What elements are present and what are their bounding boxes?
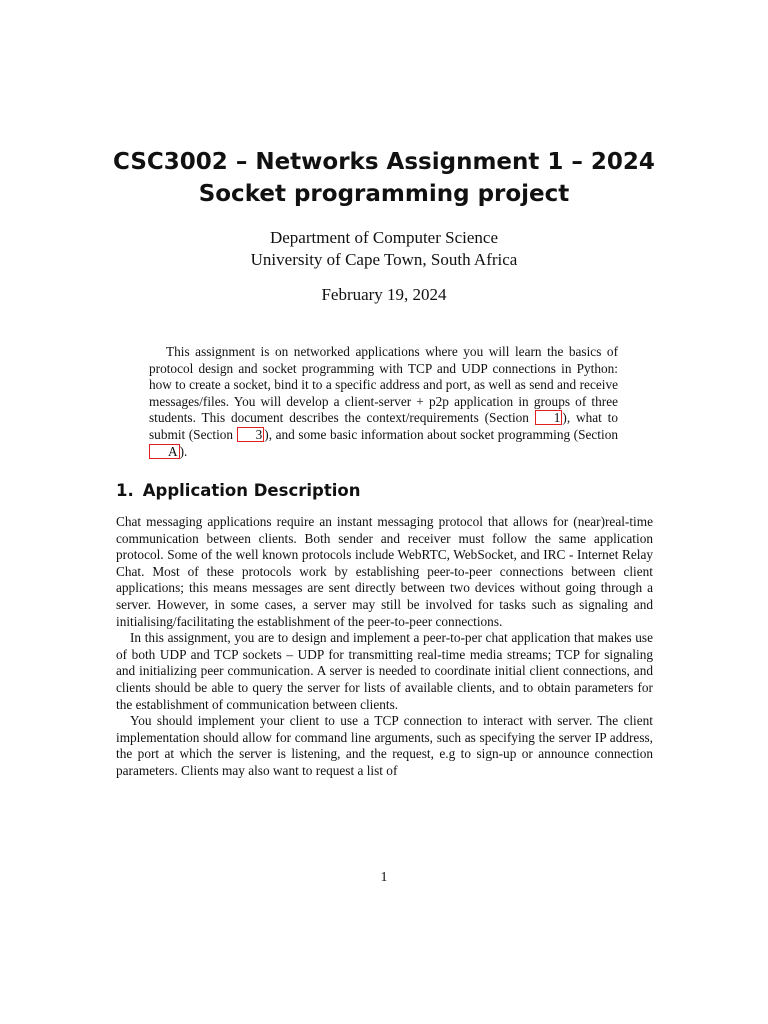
appendix-ref-link[interactable]: A <box>149 444 180 459</box>
body-paragraph: In this assignment, you are to design and implement a peer-to-per chat application that makes use of both UDP and TCP sockets – UDP for transmitting real-time media streams; TCP for signaling and initializing peer communication. A server is needed to coordinate initial client connections, and clients should be able to query the server for lists of available clients, and to obtain parameters for the establishment of communication between clients. <box>116 630 653 712</box>
document-title-line-2: Socket programming project <box>198 181 570 207</box>
page-number: 1 <box>380 870 388 885</box>
section-body <box>116 514 653 780</box>
section-ref-link[interactable]: 3 <box>237 427 265 442</box>
section-ref-link[interactable]: 1 <box>535 410 563 425</box>
abstract-text: ), what to submit (Section <box>149 410 619 442</box>
abstract-text: This assignment is on networked applications where you will learn the basics of protocol design and socket programming with TCP and UDP connections in Python: how to create a socket, bind it to a specific address and port, as well as send and receive messages/files. You will develop a client-server + p2p application in groups of three students. This document describes the context/requirements (Section <box>149 344 618 426</box>
body-paragraph: You should implement your client to use a TCP connection to interact with server. The client implementation should allow for command line arguments, such as specifying the server IP address, the port at which the server is listening, and the request, e.g to sign-up or announce connection parameters. Clients may also want to request a list of <box>116 713 653 778</box>
abstract-text: ), and some basic information about socket programming (Section <box>264 426 618 442</box>
document-date: February 19, 2024 <box>321 285 447 304</box>
abstract <box>149 344 618 460</box>
abstract-text: ). <box>179 443 188 459</box>
document-title-line-1: CSC3002 – Networks Assignment 1 – 2024 <box>113 149 655 175</box>
section-number: 1. <box>116 481 134 500</box>
section-title: Application Description <box>142 481 361 500</box>
body-paragraph: Chat messaging applications require an instant messaging protocol that allows for (near)real-time communication between clients. Both sender and receiver must follow the same application protocol. Some of the well known protocols include WebRTC, WebSocket, and IRC - Internet Relay Chat. Most of these protocols work by establishing peer-to-peer connections between client applications; this means messages are sent directly between two devices without going through a server. However, in some cases, a server may still be involved for tasks such as signaling and initialising/facilitating the establishment of the peer-to-peer connections. <box>116 514 653 629</box>
section-heading <box>116 480 360 502</box>
author-department: Department of Computer Science <box>269 228 498 247</box>
author-university: University of Cape Town, South Africa <box>250 250 518 269</box>
